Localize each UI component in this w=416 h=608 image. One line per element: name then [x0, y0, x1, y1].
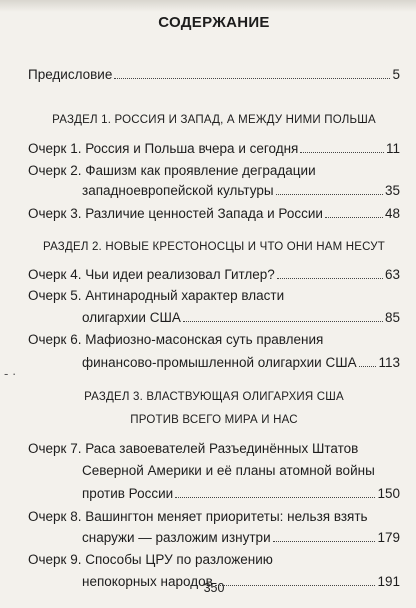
leader-dots	[277, 278, 383, 279]
toc-entry-preface[interactable]	[28, 66, 400, 83]
leader-dots	[359, 366, 377, 367]
leader-dots	[114, 78, 390, 79]
section-heading-3-line1: РАЗДЕЛ 3. ВЛАСТВУЮЩАЯ ОЛИГАРХИЯ США	[84, 391, 344, 403]
toc-entry-label: непокорных народов	[82, 574, 213, 589]
toc-entry-label: олигархии США	[82, 310, 181, 325]
section-heading-1: РАЗДЕЛ 1. РОССИЯ И ЗАПАД, А МЕЖДУ НИМИ ПОЛЬША	[52, 114, 376, 126]
leader-dots	[325, 217, 383, 218]
leader-dots	[276, 194, 383, 195]
toc-entry-7-line2[interactable]: Северной Америки и её планы атомной войны	[82, 463, 375, 478]
margin-mark: - ·	[4, 366, 17, 381]
toc-entry-3[interactable]	[28, 205, 400, 222]
toc-entry-6-line1[interactable]: Очерк 6. Мафиозно-масонская суть правления	[28, 332, 324, 347]
toc-entry-1[interactable]	[28, 140, 400, 157]
toc-entry-label: Очерк 3. Различие ценностей Запада и России	[28, 206, 323, 221]
toc-entry-page: 48	[384, 206, 400, 221]
toc-entry-7-line1[interactable]: Очерк 7. Раса завоевателей Разъединённых Штатов	[28, 441, 359, 456]
toc-entry-label: снаружи — разложим изнутри	[82, 530, 271, 545]
leader-dots	[183, 321, 383, 322]
toc-entry-8-line1[interactable]: Очерк 8. Вашингтон меняет приоритеты: нельзя взять	[28, 509, 368, 524]
toc-entry-label: Предисловие	[28, 67, 113, 82]
toc-entry-page: 11	[385, 141, 400, 156]
toc-entry-9-line1[interactable]: Очерк 9. Способы ЦРУ по разложению	[28, 552, 273, 567]
toc-entry-label: Очерк 1. Россия и Польша вчера и сегодня	[28, 141, 299, 156]
toc-entry-8[interactable]	[82, 529, 400, 546]
toc-entry-label: западноевропейской культуры	[82, 183, 274, 198]
toc-entry-2[interactable]	[82, 182, 400, 199]
toc-entry-page: 150	[377, 486, 400, 501]
toc-entry-page: 63	[384, 267, 400, 282]
leader-dots	[175, 497, 375, 498]
toc-entry-5-line1[interactable]: Очерк 5. Антинародный характер власти	[28, 288, 285, 303]
toc-entry-page: 191	[377, 574, 400, 589]
toc-entry-page: 113	[378, 355, 400, 370]
section-heading-3-line2: ПРОТИВ ВСЕГО МИРА И НАС	[130, 414, 298, 426]
toc-entry-4[interactable]	[28, 266, 400, 283]
toc-entry-page: 85	[384, 310, 400, 325]
toc-entry-5[interactable]	[82, 309, 400, 326]
toc-entry-7[interactable]	[82, 485, 400, 502]
toc-entry-label: Очерк 4. Чьи идеи реализовал Гитлер?	[28, 267, 275, 282]
section-heading-2: РАЗДЕЛ 2. НОВЫЕ КРЕСТОНОСЦЫ И ЧТО ОНИ НАМ НЕСУТ	[42, 241, 386, 253]
toc-entry-page: 179	[377, 530, 400, 545]
toc-entry-label: против России	[82, 486, 174, 501]
toc-title: СОДЕРЖАНИЕ	[158, 14, 270, 31]
previous-page-bleed	[0, 0, 416, 12]
page-number: 350	[203, 581, 225, 595]
toc-entry-6[interactable]	[82, 354, 400, 371]
toc-entry-2-line1[interactable]: Очерк 2. Фашизм как проявление деградации	[28, 163, 316, 178]
toc-entry-page: 35	[384, 183, 400, 198]
toc-entry-page: 5	[392, 67, 400, 82]
toc-entry-label: финансово-промышленной олигархии США	[82, 355, 357, 370]
leader-dots	[273, 541, 376, 542]
leader-dots	[300, 152, 384, 153]
